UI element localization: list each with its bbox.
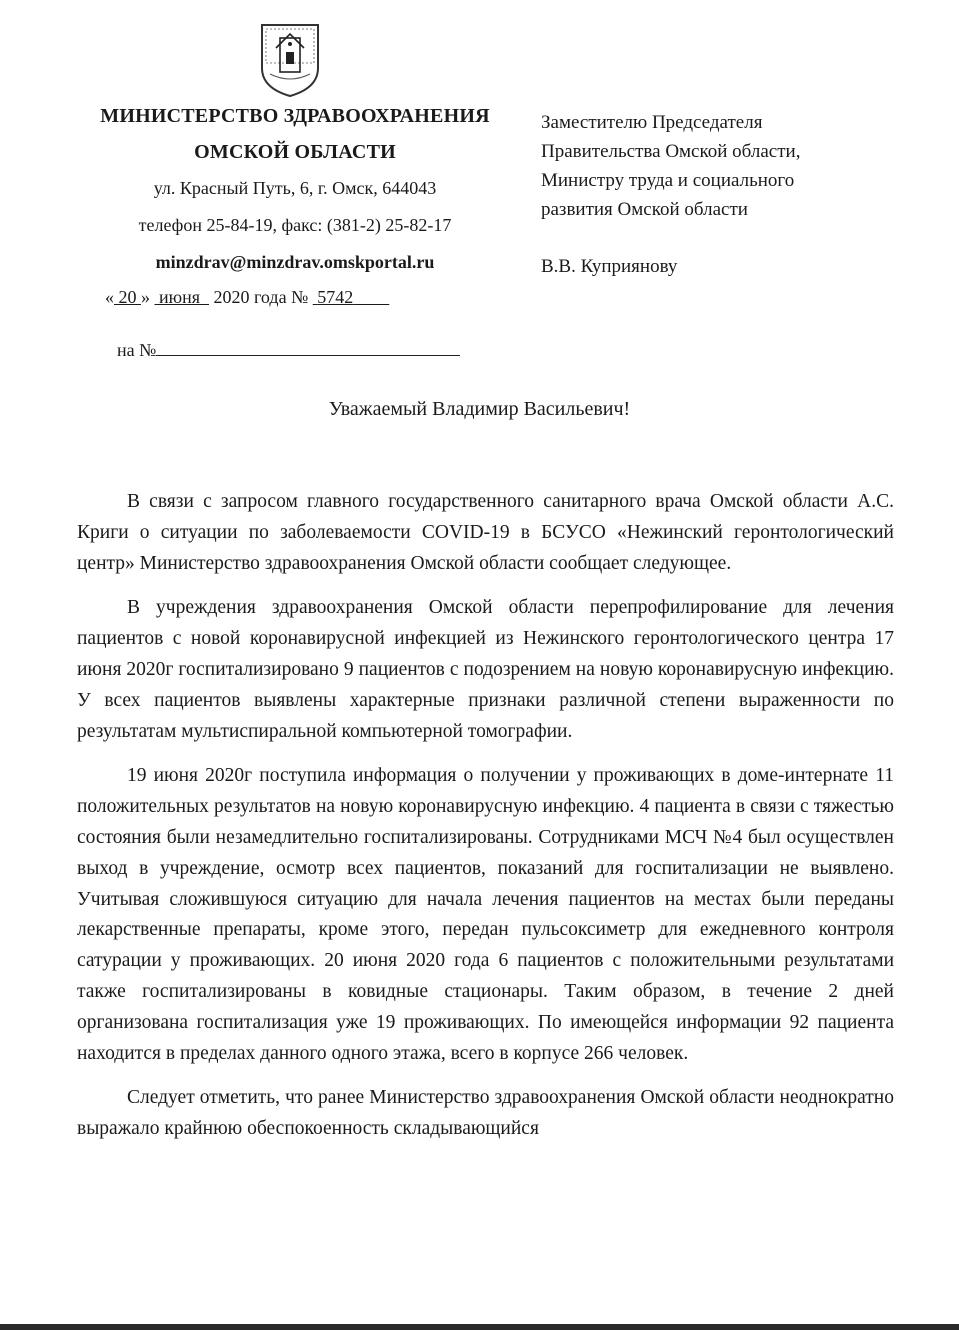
document-date-number bbox=[105, 287, 389, 308]
salutation: Уважаемый Владимир Васильевич! bbox=[328, 398, 631, 420]
coat-of-arms-icon bbox=[258, 22, 322, 98]
addressee-block bbox=[541, 108, 921, 281]
reference-blank-line bbox=[156, 337, 460, 356]
addressee-name: В.В. Куприянову bbox=[541, 256, 678, 277]
org-phone-fax: телефон 25-84-19, факс: (381-2) 25-82-17 bbox=[138, 215, 452, 235]
org-email: minzdrav@minzdrav.omskportal.ru bbox=[155, 252, 435, 272]
letter-body bbox=[77, 487, 894, 1159]
bottom-border bbox=[0, 1324, 959, 1330]
body-paragraph-3: 19 июня 2020г поступила информация о получении у проживающих в доме-интернате 11 положительных результатов на новую коронавирусную инфекцию. 4 пациента в связи с тяжестью состояния были незамедлительно госпитализированы. Сотрудниками МСЧ №4 был осуществлен выход в учреждение, осмотр всех пациентов, показаний для госпитализации не выявлено. Учитывая сложившуюся ситуацию для начала лечения пациентов на местах были переданы лекарственные препараты, кроме этого, передан пульсоксиметр для ежедневного контроля сатурации у проживающих. 20 июня 2020 года 6 пациентов с положительными результатами также госпитализированы в ковидные стационары. Таким образом, в течение 2 дней организована госпитализация уже 19 проживающих. По имеющейся информации 92 пациента находится в пределах данного одного этажа, всего в корпусе 266 человек. bbox=[77, 765, 894, 1064]
body-paragraph-4: Следует отметить, что ранее Министерство здравоохранения Омской области неоднократно выражало крайнюю обеспокоенность складывающийся bbox=[77, 1087, 894, 1140]
date-day: 20 bbox=[118, 287, 137, 307]
addressee-line4: развития Омской области bbox=[541, 199, 748, 220]
date-month: июня bbox=[159, 287, 200, 307]
org-name-line1: МИНИСТЕРСТВО ЗДРАВООХРАНЕНИЯ bbox=[100, 105, 490, 127]
reference-number-row bbox=[117, 337, 460, 361]
org-address: ул. Красный Путь, 6, г. Омск, 644043 bbox=[153, 178, 437, 198]
addressee-line2: Правительства Омской области, bbox=[541, 141, 801, 162]
body-paragraph-2: В учреждения здравоохранения Омской области перепрофилирование для лечения пациентов с новой коронавирусной инфекцией из Нежинского геронтологического центра 17 июня 2020г госпитализировано 9 пациентов с подозрением на новую коронавирусную инфекцию. У всех пациентов выявлены характерные признаки различной степени выраженности по результатам мультиспиральной компьютерной томографии. bbox=[77, 597, 894, 742]
date-year: 2020 года № bbox=[213, 287, 309, 307]
document-number: 5742 bbox=[317, 287, 354, 307]
letterhead bbox=[60, 98, 530, 281]
date-open-quote: « bbox=[105, 287, 114, 307]
reference-label: на № bbox=[117, 340, 157, 360]
addressee-line3: Министру труда и социального bbox=[541, 170, 795, 191]
date-close-quote: » bbox=[141, 287, 150, 307]
org-name-line2: ОМСКОЙ ОБЛАСТИ bbox=[194, 141, 396, 163]
addressee-line1: Заместителю Председателя bbox=[541, 112, 763, 133]
body-paragraph-1: В связи с запросом главного государственного санитарного врача Омской области А.С. Криги о ситуации по заболеваемости COVID-19 в БСУСО «Нежинский геронтологический центр» Министерство здравоохранения Омской области сообщает следующее. bbox=[77, 491, 894, 574]
